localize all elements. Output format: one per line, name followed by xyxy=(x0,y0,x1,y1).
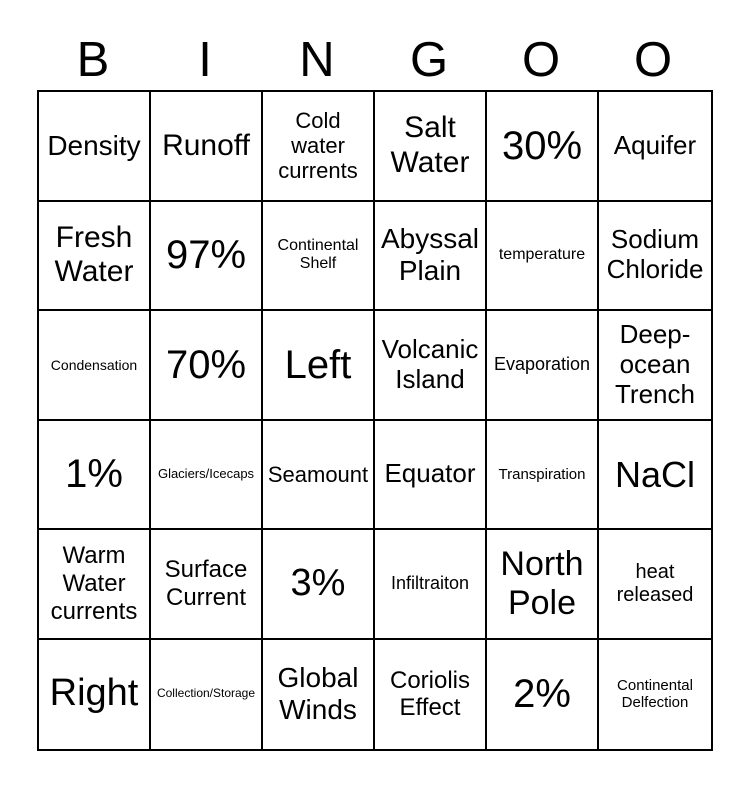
bingo-cell-label: Continental Delfection xyxy=(617,677,693,712)
bingo-cell[interactable] xyxy=(263,530,375,640)
bingo-cell[interactable] xyxy=(599,421,711,531)
bingo-cell[interactable] xyxy=(599,530,711,640)
bingo-cell[interactable] xyxy=(151,92,263,202)
bingo-cell-label: 97% xyxy=(165,233,247,278)
bingo-cell-label: Cold water currents xyxy=(278,107,358,184)
bingo-header xyxy=(37,30,709,85)
bingo-cell[interactable] xyxy=(599,311,711,421)
bingo-cell-label: temperature xyxy=(498,246,586,264)
bingo-cell-label: 1% xyxy=(65,452,123,497)
bingo-cell[interactable] xyxy=(599,92,711,202)
header-letter: B xyxy=(76,33,110,87)
bingo-cell-label: Fresh Water xyxy=(54,220,134,289)
bingo-cell-label: 3% xyxy=(290,561,346,604)
bingo-cell[interactable] xyxy=(39,311,151,421)
bingo-cell-label: Infiltraiton xyxy=(390,573,470,594)
bingo-cell[interactable] xyxy=(487,202,599,312)
bingo-cell[interactable] xyxy=(375,640,487,750)
bingo-cell[interactable] xyxy=(599,640,711,750)
bingo-cell-label: Coriolis Effect xyxy=(389,666,470,722)
bingo-cell-label: Abyssal Plain xyxy=(380,223,480,287)
bingo-cell-label: North Pole xyxy=(500,544,584,622)
bingo-cell-label: NaCl xyxy=(614,453,695,495)
bingo-cell[interactable] xyxy=(263,421,375,531)
bingo-cell[interactable] xyxy=(375,202,487,312)
bingo-cell[interactable] xyxy=(487,92,599,202)
bingo-cell[interactable] xyxy=(151,421,263,531)
header-letter: I xyxy=(198,33,212,87)
bingo-cell[interactable] xyxy=(39,421,151,531)
bingo-cell[interactable] xyxy=(599,202,711,312)
bingo-cell-label: Salt Water xyxy=(390,111,470,179)
header-letter: N xyxy=(299,33,335,87)
bingo-cell-label: Left xyxy=(284,342,352,387)
bingo-cell-label: 70% xyxy=(165,342,247,387)
bingo-cell[interactable] xyxy=(487,421,599,531)
header-letter: G xyxy=(409,33,449,87)
bingo-cell-label: Deep-ocean Trench xyxy=(615,318,695,409)
bingo-grid xyxy=(37,90,713,751)
bingo-cell-label: Equator xyxy=(384,458,476,489)
bingo-cell[interactable] xyxy=(263,640,375,750)
bingo-cell-label: Glaciers/Icecaps xyxy=(157,465,255,481)
bingo-cell-label: Transpiration xyxy=(498,465,586,483)
bingo-cell-label: Aquifer xyxy=(613,129,697,160)
bingo-cell[interactable] xyxy=(487,530,599,640)
bingo-cell[interactable] xyxy=(151,530,263,640)
bingo-cell-label: Collection/Storage xyxy=(156,686,256,701)
bingo-cell-label: Runoff xyxy=(162,128,250,162)
bingo-cell[interactable] xyxy=(263,92,375,202)
bingo-cell[interactable] xyxy=(151,311,263,421)
header-letter: O xyxy=(633,33,673,87)
bingo-cell-label: 30% xyxy=(501,123,583,168)
bingo-cell-label: Seamount xyxy=(267,461,369,487)
bingo-cell[interactable] xyxy=(375,92,487,202)
bingo-cell[interactable] xyxy=(39,530,151,640)
bingo-cell-label: Volcanic Island xyxy=(381,333,479,394)
bingo-cell-label: Condensation xyxy=(50,356,138,373)
bingo-cell-label: Sodium Chloride xyxy=(606,224,704,285)
bingo-cell-label: 2% xyxy=(513,672,571,717)
bingo-cell-label: Continental Shelf xyxy=(277,236,359,273)
bingo-cell[interactable] xyxy=(151,640,263,750)
bingo-cell[interactable] xyxy=(263,202,375,312)
bingo-cell[interactable] xyxy=(375,311,487,421)
bingo-cell[interactable] xyxy=(487,640,599,750)
bingo-cell[interactable] xyxy=(39,202,151,312)
bingo-cell[interactable] xyxy=(39,92,151,202)
bingo-cell-label: Global Winds xyxy=(277,662,359,726)
bingo-cell-label: Evaporation xyxy=(493,354,591,375)
bingo-cell-label: Density xyxy=(47,129,141,161)
bingo-cell[interactable] xyxy=(151,202,263,312)
bingo-cell-label: Right xyxy=(49,672,139,715)
bingo-cell[interactable] xyxy=(375,530,487,640)
bingo-cell[interactable] xyxy=(375,421,487,531)
bingo-cell[interactable] xyxy=(263,311,375,421)
bingo-cell-label: heat released xyxy=(616,560,694,606)
bingo-cell-label: Warm Water currents xyxy=(50,542,138,625)
bingo-card xyxy=(37,30,709,751)
header-letter: O xyxy=(521,33,561,87)
bingo-cell[interactable] xyxy=(487,311,599,421)
bingo-cell-label: Surface Current xyxy=(164,556,248,611)
bingo-cell[interactable] xyxy=(39,640,151,750)
